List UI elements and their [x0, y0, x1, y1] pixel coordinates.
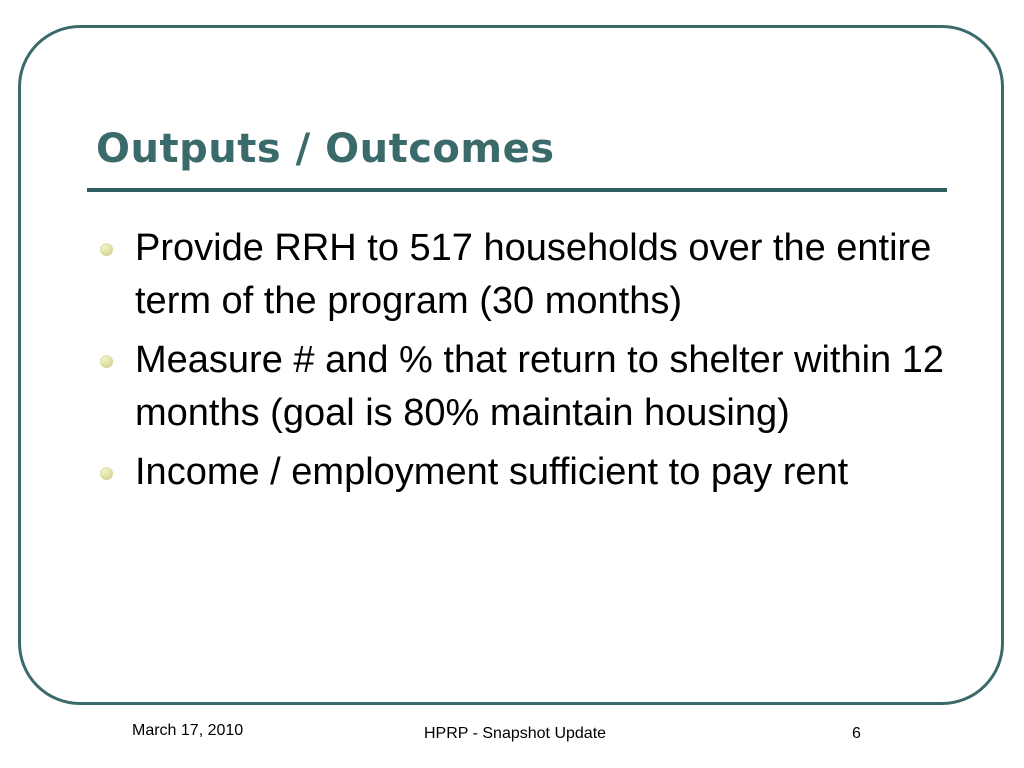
- bullet-text: Income / employment sufficient to pay rent: [135, 451, 849, 493]
- bullet-dot-icon: [100, 355, 113, 368]
- slide-title: Outputs / Outcomes: [96, 126, 555, 172]
- bullet-dot-icon: [100, 467, 113, 480]
- bullet-list: [98, 222, 948, 505]
- footer-date: March 17, 2010: [132, 722, 244, 739]
- bullet-item: [98, 222, 948, 328]
- title-underline: [87, 188, 947, 192]
- bullet-item: [98, 446, 948, 499]
- bullet-item: [98, 334, 948, 440]
- bullet-dot-icon: [100, 243, 113, 256]
- bullet-text: Provide RRH to 517 households over the entire term of the program (30 months): [135, 227, 932, 322]
- bullet-text: Measure # and % that return to shelter within 12 months (goal is 80% maintain housing): [135, 339, 945, 434]
- page-number: 6: [852, 725, 861, 742]
- footer-title: HPRP - Snapshot Update: [424, 725, 607, 742]
